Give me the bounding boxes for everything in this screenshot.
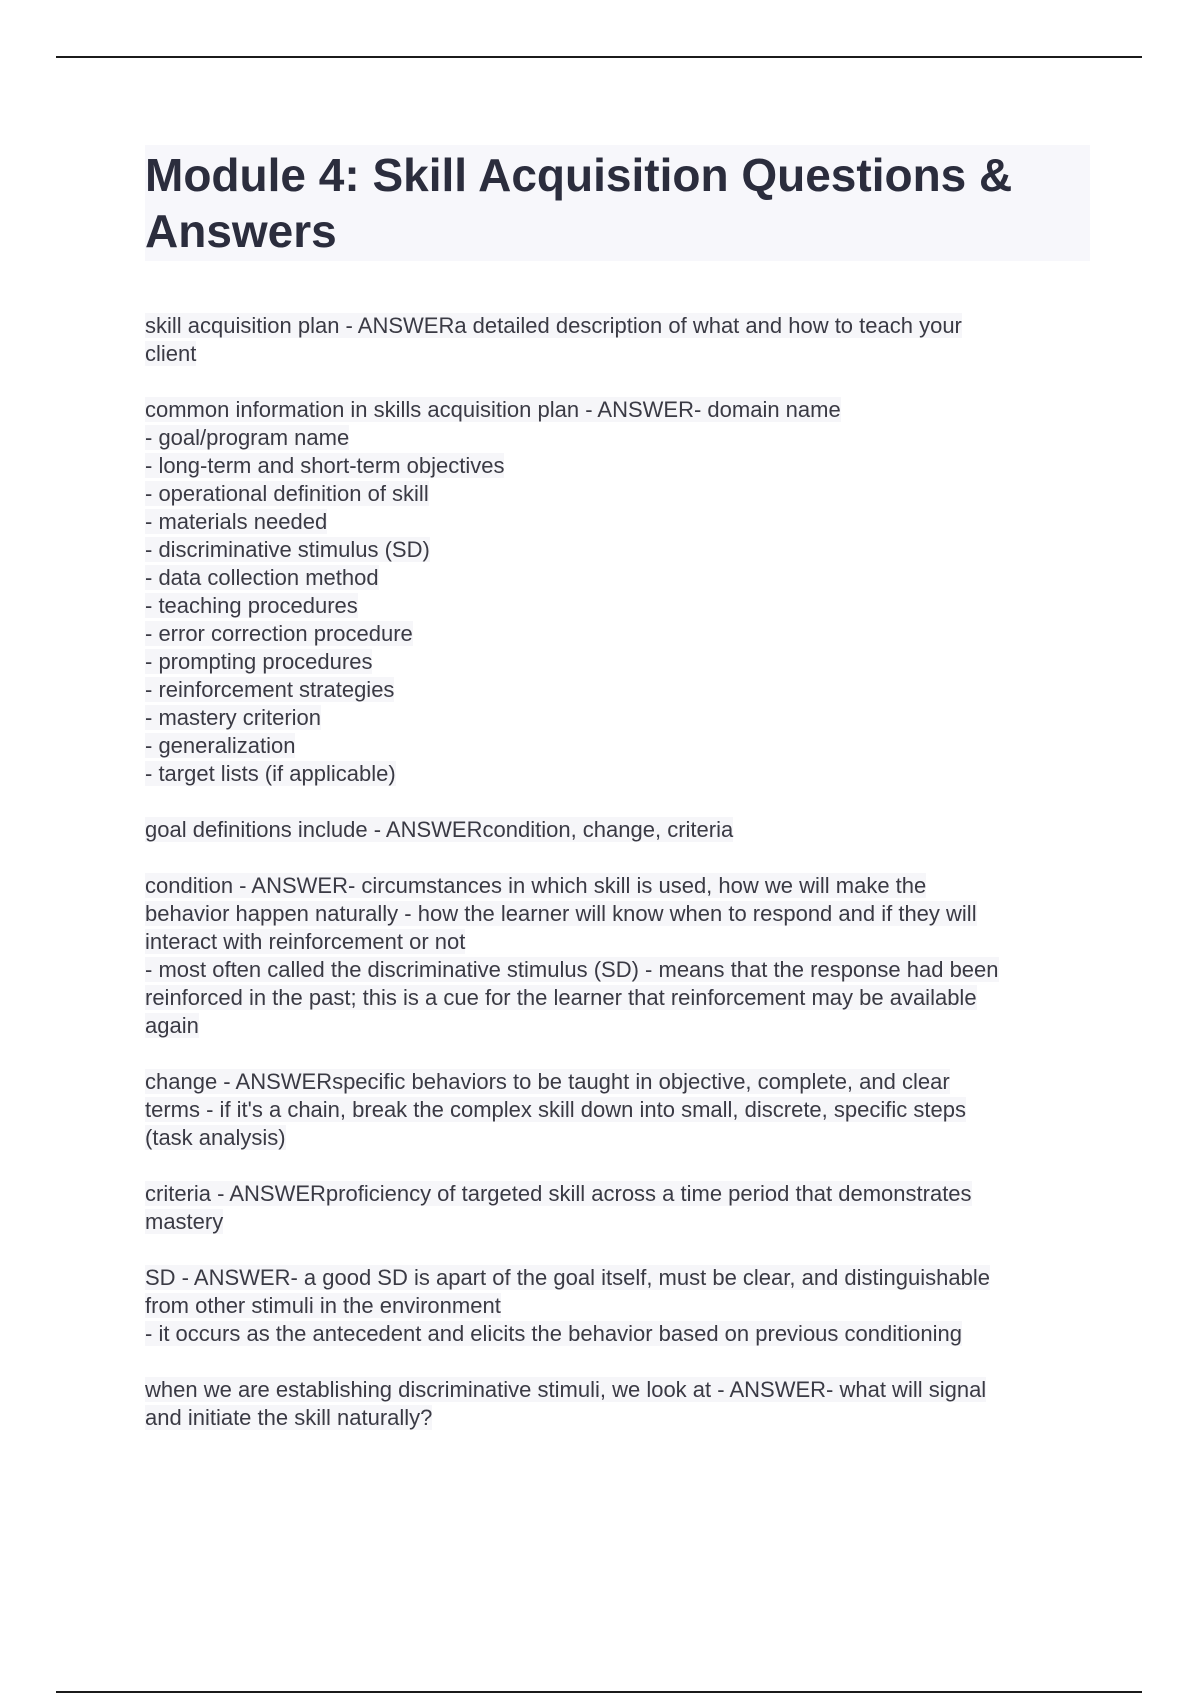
qa-line: again (145, 1013, 199, 1038)
qa-line: - generalization (145, 733, 296, 758)
qa-line: - teaching procedures (145, 593, 358, 618)
qa-line: mastery (145, 1209, 224, 1234)
qa-line: - data collection method (145, 565, 379, 590)
qa-line: - materials needed (145, 509, 328, 534)
qa-line: when we are establishing discriminative stimuli, we look at - ANSWER- what will signal (145, 1377, 987, 1402)
qa-item (145, 312, 1090, 368)
qa-line: condition - ANSWER- circumstances in which skill is used, how we will make the (145, 873, 927, 898)
qa-line: reinforced in the past; this is a cue for the learner that reinforcement may be available (145, 985, 977, 1010)
qa-item (145, 396, 1090, 788)
qa-line: and initiate the skill naturally? (145, 1405, 433, 1430)
qa-item (145, 1068, 1090, 1152)
qa-line: - operational definition of skill (145, 481, 429, 506)
qa-item (145, 1180, 1090, 1236)
qa-line: - long-term and short-term objectives (145, 453, 505, 478)
bottom-rule (56, 1691, 1142, 1693)
qa-line: from other stimuli in the environment (145, 1293, 501, 1318)
qa-line: (task analysis) (145, 1125, 286, 1150)
title-block (145, 145, 1090, 261)
qa-line: - discriminative stimulus (SD) (145, 537, 430, 562)
qa-line: - error correction procedure (145, 621, 413, 646)
qa-item (145, 1376, 1090, 1432)
qa-line: client (145, 341, 197, 366)
qa-line: - prompting procedures (145, 649, 373, 674)
top-rule (56, 56, 1142, 58)
qa-line: - goal/program name (145, 425, 350, 450)
qa-line: interact with reinforcement or not (145, 929, 466, 954)
qa-item (145, 1264, 1090, 1348)
qa-line: goal definitions include - ANSWERcondition, change, criteria (145, 817, 734, 842)
qa-line: SD - ANSWER- a good SD is apart of the goal itself, must be clear, and distinguishable (145, 1265, 990, 1290)
qa-line: common information in skills acquisition plan - ANSWER- domain name (145, 397, 841, 422)
qa-line: - reinforcement strategies (145, 677, 395, 702)
qa-line: - mastery criterion (145, 705, 322, 730)
qa-line: skill acquisition plan - ANSWERa detailed description of what and how to teach your (145, 313, 962, 338)
qa-item (145, 816, 1090, 844)
qa-line: behavior happen naturally - how the learner will know when to respond and if they will (145, 901, 977, 926)
qa-item (145, 872, 1090, 1040)
qa-line: - it occurs as the antecedent and elicits the behavior based on previous conditioning (145, 1321, 962, 1346)
qa-line: - most often called the discriminative stimulus (SD) - means that the response had been (145, 957, 999, 982)
qa-line: terms - if it's a chain, break the complex skill down into small, discrete, specific steps (145, 1097, 966, 1122)
qa-line: criteria - ANSWERproficiency of targeted skill across a time period that demonstrates (145, 1181, 972, 1206)
qa-line: - target lists (if applicable) (145, 761, 396, 786)
qa-line: change - ANSWERspecific behaviors to be taught in objective, complete, and clear (145, 1069, 950, 1094)
page-title: Module 4: Skill Acquisition Questions & Answers (145, 149, 1013, 257)
qa-content (145, 312, 1090, 1460)
